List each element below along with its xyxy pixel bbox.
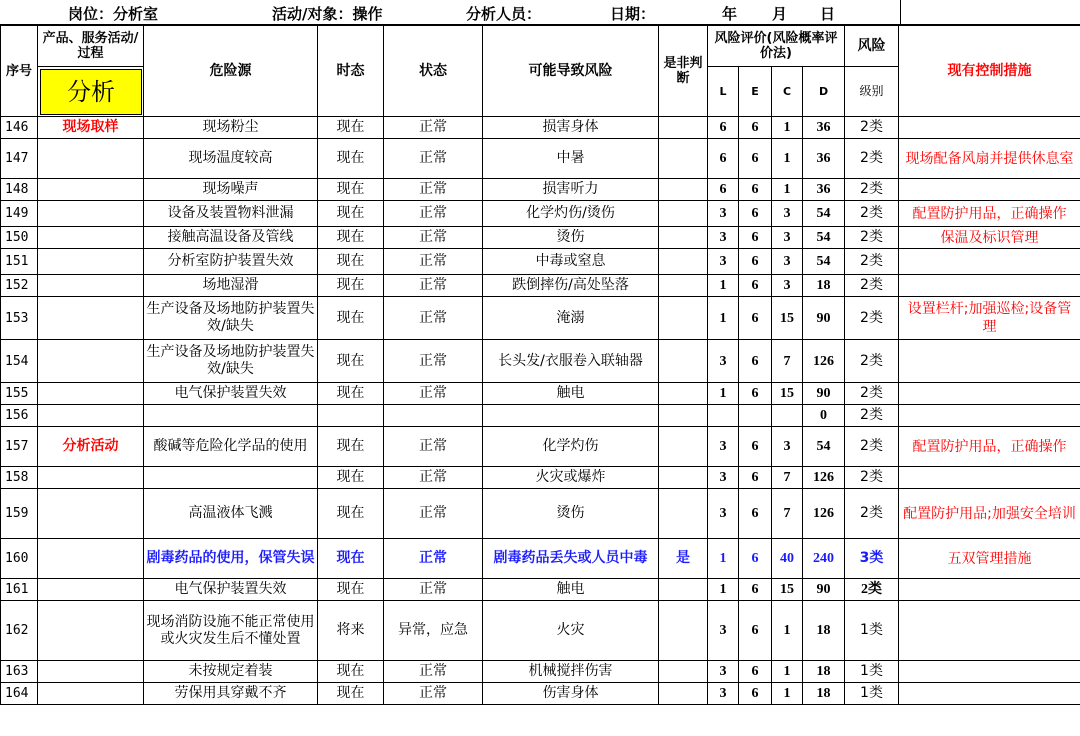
table-row bbox=[1, 601, 1080, 661]
row-C: 15 bbox=[772, 579, 803, 601]
row-E: 6 bbox=[739, 661, 772, 683]
row-activity: 分析活动 bbox=[38, 427, 144, 467]
post-label: 岗位：分析室 bbox=[68, 5, 159, 23]
row-number: 147 bbox=[1, 139, 38, 179]
row-risk: 损害身体 bbox=[483, 117, 659, 139]
table-row bbox=[1, 249, 1080, 275]
row-number: 155 bbox=[1, 383, 38, 405]
row-number: 148 bbox=[1, 179, 38, 201]
row-level: 3类 bbox=[845, 539, 899, 579]
row-judge bbox=[659, 489, 708, 539]
activity-label: 活动/对象：操作 bbox=[272, 5, 383, 23]
table-row bbox=[1, 579, 1080, 601]
row-C: 3 bbox=[772, 249, 803, 275]
row-state: 正常 bbox=[384, 297, 483, 340]
row-C: 3 bbox=[772, 201, 803, 227]
analyst-label: 分析人员： bbox=[466, 5, 542, 23]
table-row bbox=[1, 383, 1080, 405]
row-E: 6 bbox=[739, 275, 772, 297]
analysis-box: 分析 bbox=[40, 69, 142, 115]
table-row bbox=[1, 139, 1080, 179]
row-state: 正常 bbox=[384, 427, 483, 467]
column-header-row bbox=[1, 26, 1080, 67]
row-level: 2类 bbox=[845, 275, 899, 297]
row-state: 正常 bbox=[384, 227, 483, 249]
row-tense: 现在 bbox=[318, 427, 384, 467]
row-E: 6 bbox=[739, 340, 772, 383]
row-control bbox=[899, 467, 1080, 489]
row-number: 162 bbox=[1, 601, 38, 661]
row-state: 正常 bbox=[384, 683, 483, 705]
row-D: 126 bbox=[803, 467, 845, 489]
col-tense: 时态 bbox=[318, 26, 384, 117]
row-hazard: 现场粉尘 bbox=[144, 117, 318, 139]
row-D: 54 bbox=[803, 227, 845, 249]
row-level: 2类 bbox=[845, 383, 899, 405]
row-risk: 烫伤 bbox=[483, 489, 659, 539]
row-level: 2类 bbox=[845, 139, 899, 179]
row-number: 152 bbox=[1, 275, 38, 297]
row-level: 2类 bbox=[845, 201, 899, 227]
row-E: 6 bbox=[739, 383, 772, 405]
table-row bbox=[1, 201, 1080, 227]
row-D: 90 bbox=[803, 579, 845, 601]
row-hazard: 未按规定着装 bbox=[144, 661, 318, 683]
row-level: 2类 bbox=[845, 340, 899, 383]
table-row bbox=[1, 340, 1080, 383]
row-L: 1 bbox=[708, 297, 739, 340]
row-activity bbox=[38, 201, 144, 227]
row-C bbox=[772, 405, 803, 427]
row-tense: 现在 bbox=[318, 179, 384, 201]
row-D: 18 bbox=[803, 275, 845, 297]
row-L: 3 bbox=[708, 489, 739, 539]
col-judge: 是非判断 bbox=[659, 26, 708, 117]
row-tense: 现在 bbox=[318, 249, 384, 275]
row-judge bbox=[659, 275, 708, 297]
row-D: 90 bbox=[803, 297, 845, 340]
row-C: 1 bbox=[772, 117, 803, 139]
row-control: 配置防护用品，正确操作 bbox=[899, 427, 1080, 467]
row-E: 6 bbox=[739, 489, 772, 539]
row-number: 150 bbox=[1, 227, 38, 249]
row-hazard: 设备及装置物料泄漏 bbox=[144, 201, 318, 227]
row-L: 3 bbox=[708, 227, 739, 249]
row-judge: 是 bbox=[659, 539, 708, 579]
row-level: 2类 bbox=[845, 489, 899, 539]
row-activity bbox=[38, 275, 144, 297]
row-tense: 现在 bbox=[318, 579, 384, 601]
col-seq: 序号 bbox=[1, 26, 38, 117]
row-risk: 淹溺 bbox=[483, 297, 659, 340]
row-control: 配置防护用品;加强安全培训 bbox=[899, 489, 1080, 539]
row-D: 54 bbox=[803, 427, 845, 467]
activity-analysis-cell bbox=[38, 67, 144, 117]
row-L: 3 bbox=[708, 249, 739, 275]
row-L: 6 bbox=[708, 179, 739, 201]
row-control bbox=[899, 340, 1080, 383]
row-D: 54 bbox=[803, 249, 845, 275]
table-row bbox=[1, 179, 1080, 201]
row-level: 2类 bbox=[845, 579, 899, 601]
col-activity: 产品、服务活动/过程 bbox=[38, 26, 144, 67]
row-number: 156 bbox=[1, 405, 38, 427]
row-tense: 现在 bbox=[318, 683, 384, 705]
row-state: 正常 bbox=[384, 340, 483, 383]
row-judge bbox=[659, 467, 708, 489]
row-control: 五双管理措施 bbox=[899, 539, 1080, 579]
row-E: 6 bbox=[739, 683, 772, 705]
row-hazard bbox=[144, 405, 318, 427]
row-activity bbox=[38, 179, 144, 201]
row-activity bbox=[38, 383, 144, 405]
col-state: 状态 bbox=[384, 26, 483, 117]
row-number: 161 bbox=[1, 579, 38, 601]
row-activity bbox=[38, 683, 144, 705]
row-judge bbox=[659, 117, 708, 139]
row-state: 正常 bbox=[384, 467, 483, 489]
row-C: 7 bbox=[772, 340, 803, 383]
row-state: 正常 bbox=[384, 117, 483, 139]
row-judge bbox=[659, 179, 708, 201]
row-hazard: 高温液体飞溅 bbox=[144, 489, 318, 539]
row-risk: 剧毒药品丢失或人员中毒 bbox=[483, 539, 659, 579]
row-number: 154 bbox=[1, 340, 38, 383]
col-E: E bbox=[739, 67, 772, 117]
row-control bbox=[899, 249, 1080, 275]
date-month: 月 bbox=[772, 5, 788, 23]
row-D: 126 bbox=[803, 340, 845, 383]
row-state: 正常 bbox=[384, 661, 483, 683]
row-hazard: 剧毒药品的使用，保管失误 bbox=[144, 539, 318, 579]
row-C: 3 bbox=[772, 275, 803, 297]
table-row bbox=[1, 297, 1080, 340]
row-L: 3 bbox=[708, 467, 739, 489]
col-control: 现有控制措施 bbox=[899, 26, 1080, 117]
row-control bbox=[899, 601, 1080, 661]
row-risk: 触电 bbox=[483, 579, 659, 601]
row-E: 6 bbox=[739, 467, 772, 489]
row-E: 6 bbox=[739, 249, 772, 275]
row-C: 15 bbox=[772, 297, 803, 340]
date-year: 年 bbox=[722, 5, 738, 23]
row-D: 36 bbox=[803, 139, 845, 179]
row-E: 6 bbox=[739, 201, 772, 227]
row-level: 2类 bbox=[845, 179, 899, 201]
date-day: 日 bbox=[820, 5, 836, 23]
row-state: 正常 bbox=[384, 489, 483, 539]
row-state: 正常 bbox=[384, 179, 483, 201]
sheet-header-row bbox=[0, 0, 1080, 25]
row-control: 配置防护用品，正确操作 bbox=[899, 201, 1080, 227]
row-activity bbox=[38, 467, 144, 489]
row-risk: 火灾或爆炸 bbox=[483, 467, 659, 489]
row-L: 3 bbox=[708, 683, 739, 705]
row-hazard: 接触高温设备及管线 bbox=[144, 227, 318, 249]
row-risk: 火灾 bbox=[483, 601, 659, 661]
row-control bbox=[899, 579, 1080, 601]
row-D: 18 bbox=[803, 683, 845, 705]
row-tense: 现在 bbox=[318, 467, 384, 489]
row-tense: 现在 bbox=[318, 297, 384, 340]
row-D: 126 bbox=[803, 489, 845, 539]
row-tense: 现在 bbox=[318, 340, 384, 383]
row-C: 40 bbox=[772, 539, 803, 579]
row-number: 163 bbox=[1, 661, 38, 683]
row-hazard: 现场温度较高 bbox=[144, 139, 318, 179]
table-row bbox=[1, 661, 1080, 683]
row-level: 1类 bbox=[845, 601, 899, 661]
row-risk: 跌倒摔伤/高处坠落 bbox=[483, 275, 659, 297]
row-hazard: 生产设备及场地防护装置失效/缺失 bbox=[144, 340, 318, 383]
row-control: 现场配备风扇并提供休息室 bbox=[899, 139, 1080, 179]
row-judge bbox=[659, 340, 708, 383]
row-tense: 现在 bbox=[318, 201, 384, 227]
table-row bbox=[1, 467, 1080, 489]
row-E: 6 bbox=[739, 579, 772, 601]
col-risk: 可能导致风险 bbox=[483, 26, 659, 117]
table-row bbox=[1, 683, 1080, 705]
row-activity bbox=[38, 539, 144, 579]
row-judge bbox=[659, 383, 708, 405]
row-activity bbox=[38, 579, 144, 601]
row-control: 设置栏杆;加强巡检;设备管理 bbox=[899, 297, 1080, 340]
row-hazard bbox=[144, 467, 318, 489]
row-judge bbox=[659, 227, 708, 249]
col-L: L bbox=[708, 67, 739, 117]
row-state: 正常 bbox=[384, 201, 483, 227]
row-judge bbox=[659, 249, 708, 275]
row-judge bbox=[659, 427, 708, 467]
col-level: 风险 bbox=[845, 26, 899, 67]
row-state: 正常 bbox=[384, 275, 483, 297]
row-judge bbox=[659, 579, 708, 601]
row-activity bbox=[38, 249, 144, 275]
table-row bbox=[1, 489, 1080, 539]
row-E: 6 bbox=[739, 117, 772, 139]
row-level: 2类 bbox=[845, 427, 899, 467]
table-row bbox=[1, 539, 1080, 579]
row-control bbox=[899, 383, 1080, 405]
col-hazard: 危险源 bbox=[144, 26, 318, 117]
row-risk: 触电 bbox=[483, 383, 659, 405]
row-tense: 现在 bbox=[318, 227, 384, 249]
row-hazard: 劳保用具穿戴不齐 bbox=[144, 683, 318, 705]
row-tense bbox=[318, 405, 384, 427]
row-state: 正常 bbox=[384, 539, 483, 579]
row-hazard: 分析室防护装置失效 bbox=[144, 249, 318, 275]
table-row bbox=[1, 117, 1080, 139]
row-control bbox=[899, 117, 1080, 139]
row-D: 36 bbox=[803, 179, 845, 201]
row-number: 159 bbox=[1, 489, 38, 539]
row-level: 2类 bbox=[845, 227, 899, 249]
row-L: 3 bbox=[708, 201, 739, 227]
row-C: 15 bbox=[772, 383, 803, 405]
row-risk: 长头发/衣服卷入联轴器 bbox=[483, 340, 659, 383]
row-judge bbox=[659, 683, 708, 705]
row-C: 3 bbox=[772, 427, 803, 467]
row-risk: 伤害身体 bbox=[483, 683, 659, 705]
row-control bbox=[899, 683, 1080, 705]
row-D: 18 bbox=[803, 601, 845, 661]
row-L: 1 bbox=[708, 275, 739, 297]
row-number: 160 bbox=[1, 539, 38, 579]
row-state: 正常 bbox=[384, 383, 483, 405]
row-risk: 化学灼伤/烫伤 bbox=[483, 201, 659, 227]
table-row bbox=[1, 227, 1080, 249]
row-L: 3 bbox=[708, 340, 739, 383]
row-C: 1 bbox=[772, 179, 803, 201]
row-tense: 现在 bbox=[318, 383, 384, 405]
row-D: 54 bbox=[803, 201, 845, 227]
row-E: 6 bbox=[739, 139, 772, 179]
row-risk: 烫伤 bbox=[483, 227, 659, 249]
row-E: 6 bbox=[739, 227, 772, 249]
row-L: 6 bbox=[708, 139, 739, 179]
row-number: 151 bbox=[1, 249, 38, 275]
row-state: 异常，应急 bbox=[384, 601, 483, 661]
row-number: 164 bbox=[1, 683, 38, 705]
row-control bbox=[899, 661, 1080, 683]
row-level: 2类 bbox=[845, 405, 899, 427]
row-C: 1 bbox=[772, 683, 803, 705]
row-E: 6 bbox=[739, 539, 772, 579]
row-hazard: 酸碱等危险化学品的使用 bbox=[144, 427, 318, 467]
row-activity: 现场取样 bbox=[38, 117, 144, 139]
row-L bbox=[708, 405, 739, 427]
col-eval: 风险评价(风险概率评价法) bbox=[708, 26, 845, 67]
row-D: 36 bbox=[803, 117, 845, 139]
row-E: 6 bbox=[739, 297, 772, 340]
row-C: 1 bbox=[772, 139, 803, 179]
row-D: 90 bbox=[803, 383, 845, 405]
row-activity bbox=[38, 661, 144, 683]
row-level: 2类 bbox=[845, 117, 899, 139]
row-E: 6 bbox=[739, 427, 772, 467]
row-risk bbox=[483, 405, 659, 427]
row-tense: 现在 bbox=[318, 275, 384, 297]
table-row bbox=[1, 275, 1080, 297]
row-C: 7 bbox=[772, 467, 803, 489]
row-control: 保温及标识管理 bbox=[899, 227, 1080, 249]
row-control bbox=[899, 275, 1080, 297]
row-C: 3 bbox=[772, 227, 803, 249]
row-number: 149 bbox=[1, 201, 38, 227]
row-activity bbox=[38, 601, 144, 661]
row-L: 3 bbox=[708, 661, 739, 683]
row-activity bbox=[38, 405, 144, 427]
row-level: 2类 bbox=[845, 467, 899, 489]
row-E: 6 bbox=[739, 179, 772, 201]
row-hazard: 电气保护装置失效 bbox=[144, 383, 318, 405]
row-E bbox=[739, 405, 772, 427]
row-judge bbox=[659, 661, 708, 683]
row-D: 18 bbox=[803, 661, 845, 683]
row-C: 7 bbox=[772, 489, 803, 539]
risk-table bbox=[0, 25, 1080, 705]
row-tense: 将来 bbox=[318, 601, 384, 661]
row-judge bbox=[659, 297, 708, 340]
row-activity bbox=[38, 139, 144, 179]
row-state bbox=[384, 405, 483, 427]
row-hazard: 电气保护装置失效 bbox=[144, 579, 318, 601]
row-hazard: 生产设备及场地防护装置失效/缺失 bbox=[144, 297, 318, 340]
row-activity bbox=[38, 297, 144, 340]
row-state: 正常 bbox=[384, 249, 483, 275]
row-L: 6 bbox=[708, 117, 739, 139]
row-number: 146 bbox=[1, 117, 38, 139]
row-L: 3 bbox=[708, 427, 739, 467]
row-judge bbox=[659, 201, 708, 227]
row-hazard: 场地湿滑 bbox=[144, 275, 318, 297]
row-control bbox=[899, 179, 1080, 201]
row-C: 1 bbox=[772, 601, 803, 661]
row-tense: 现在 bbox=[318, 489, 384, 539]
row-tense: 现在 bbox=[318, 661, 384, 683]
row-L: 3 bbox=[708, 601, 739, 661]
col-level-sub: 级别 bbox=[845, 67, 899, 117]
col-C: C bbox=[772, 67, 803, 117]
row-L: 1 bbox=[708, 539, 739, 579]
row-judge bbox=[659, 139, 708, 179]
row-level: 2类 bbox=[845, 249, 899, 275]
table-row bbox=[1, 427, 1080, 467]
row-hazard: 现场消防设施不能正常使用或火灾发生后不懂处置 bbox=[144, 601, 318, 661]
row-L: 1 bbox=[708, 383, 739, 405]
row-risk: 机械搅拌伤害 bbox=[483, 661, 659, 683]
row-risk: 中毒或窒息 bbox=[483, 249, 659, 275]
row-level: 1类 bbox=[845, 683, 899, 705]
row-number: 158 bbox=[1, 467, 38, 489]
row-state: 正常 bbox=[384, 139, 483, 179]
row-activity bbox=[38, 340, 144, 383]
row-C: 1 bbox=[772, 661, 803, 683]
row-risk: 损害听力 bbox=[483, 179, 659, 201]
row-control bbox=[899, 405, 1080, 427]
row-L: 1 bbox=[708, 579, 739, 601]
row-D: 240 bbox=[803, 539, 845, 579]
row-judge bbox=[659, 601, 708, 661]
row-risk: 中暑 bbox=[483, 139, 659, 179]
col-D: D bbox=[803, 67, 845, 117]
row-level: 1类 bbox=[845, 661, 899, 683]
row-number: 157 bbox=[1, 427, 38, 467]
row-E: 6 bbox=[739, 601, 772, 661]
row-tense: 现在 bbox=[318, 539, 384, 579]
row-number: 153 bbox=[1, 297, 38, 340]
row-activity bbox=[38, 489, 144, 539]
row-risk: 化学灼伤 bbox=[483, 427, 659, 467]
row-tense: 现在 bbox=[318, 139, 384, 179]
row-activity bbox=[38, 227, 144, 249]
table-row bbox=[1, 405, 1080, 427]
row-judge bbox=[659, 405, 708, 427]
row-level: 2类 bbox=[845, 297, 899, 340]
row-hazard: 现场噪声 bbox=[144, 179, 318, 201]
row-D: 0 bbox=[803, 405, 845, 427]
date-label: 日期： bbox=[610, 5, 656, 23]
row-state: 正常 bbox=[384, 579, 483, 601]
row-tense: 现在 bbox=[318, 117, 384, 139]
